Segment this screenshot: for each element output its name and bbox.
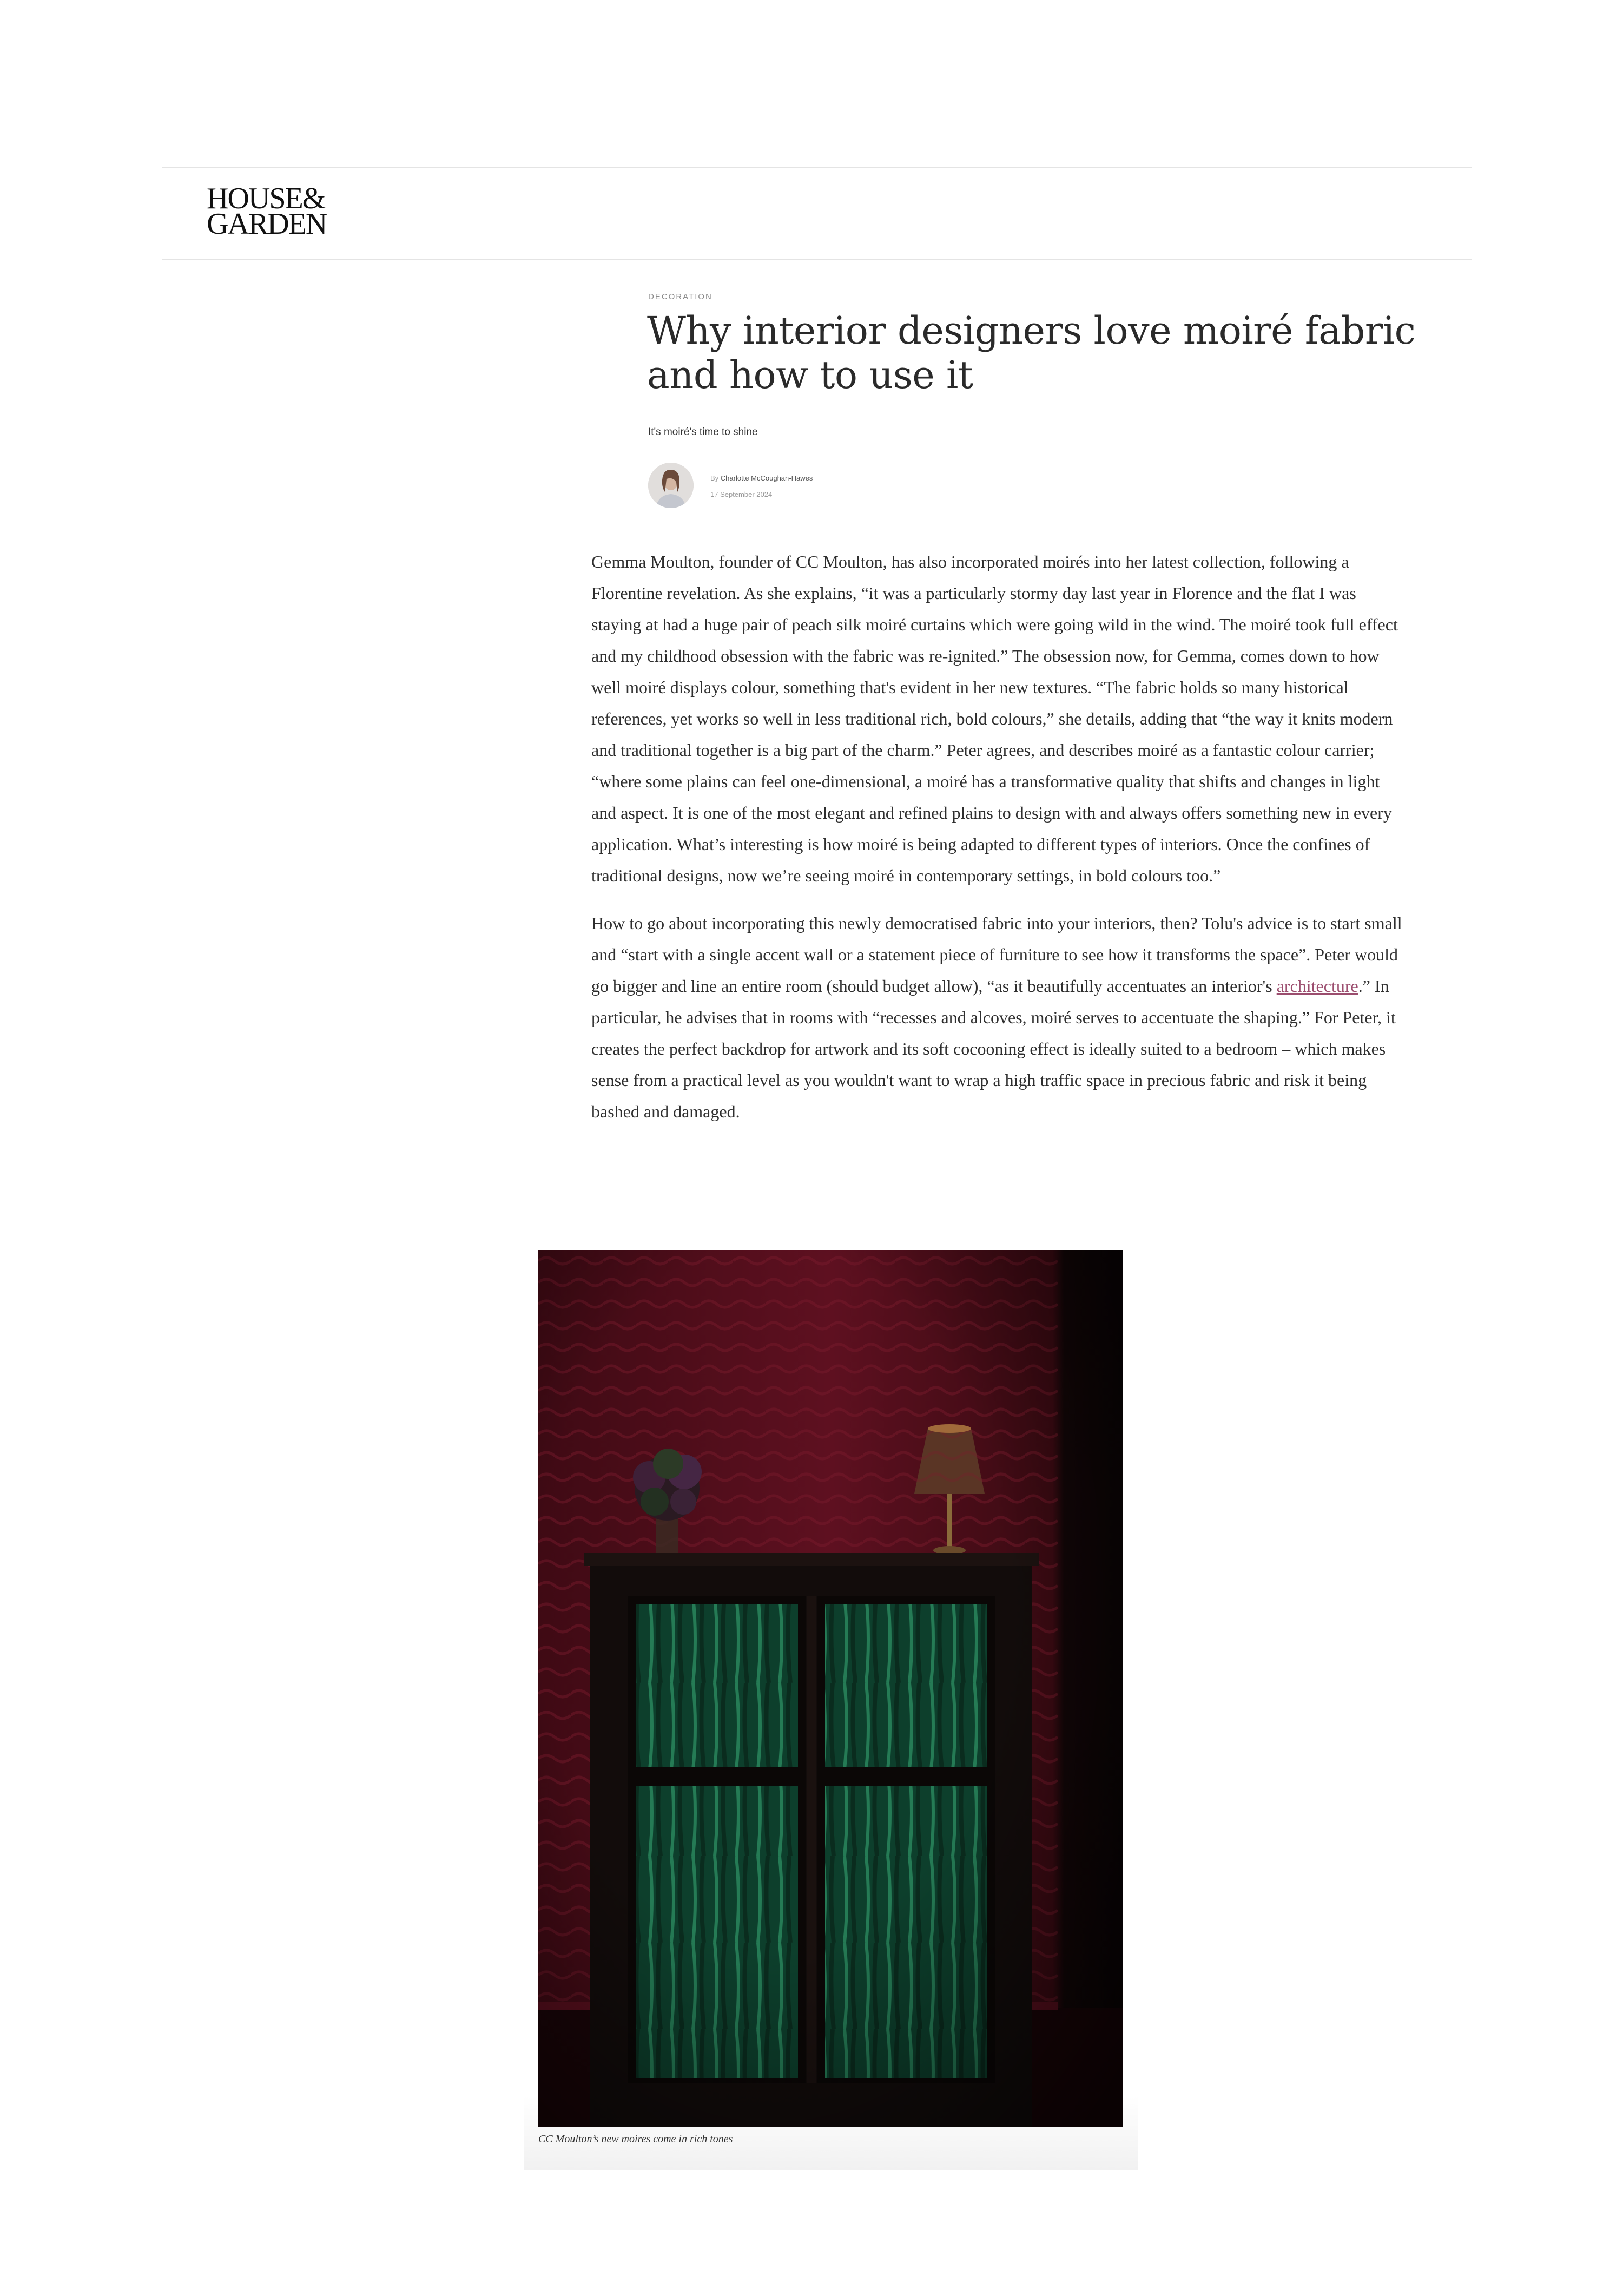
paragraph-1: Gemma Moulton, founder of CC Moulton, has also incorporated moirés into her latest collection, following a Florentine revelation. As she explains, “it was a particularly stormy day last year in Florence and the flat I was staying at had a huge pair of peach silk moiré curtains which were going wild in the wind. The moiré took full effect and my childhood obsession with the fabric was re-ignited.” The obsession now, for Gemma, comes down to how well moiré displays colour, something that's evident in her new textures. “The fabric holds so many historical references, yet works so well in less traditional rich, bold colours,” she details, adding that “the way it knits modern and traditional together is a big part of the charm.” Peter agrees, and describes moiré as a fantastic colour carrier; “where some plains can feel one-dimensional, a moiré has a transformative quality that shifts and changes in light and aspect. It is one of the most elegant and refined plains to design with and always offers something new in every application. What’s interesting is how moiré is being adapted to different types of interiors. Once the confines of traditional designs, now we’re seeing moiré in contemporary settings, in bold colours too.” xyxy=(591,552,1398,885)
publish-date: 17 September 2024 xyxy=(710,490,773,498)
logo-line-2: GARDEN xyxy=(207,207,327,241)
house-and-garden-logo[interactable] xyxy=(207,182,327,241)
article-photo xyxy=(538,1250,1123,2127)
author-avatar[interactable] xyxy=(648,463,694,508)
paragraph-2 xyxy=(591,907,1403,1127)
author-link[interactable]: Charlotte McCoughan-Hawes xyxy=(720,474,813,482)
architecture-link[interactable]: architecture xyxy=(1276,976,1358,996)
category-link[interactable]: DECORATION xyxy=(648,292,712,301)
paragraph-2-text-b: .” In particular, he advises that in rooms with “recesses and alcoves, moiré serves to accentuate the shaping.” For Peter, it creates the perfect backdrop for artwork and its soft cocooning effect is ideally suited to a bedroom – which makes sense from a practical level as you wouldn't want to wrap a high traffic space in precious fabric and risk it being bashed and damaged. xyxy=(591,976,1396,1121)
article-body xyxy=(591,546,1403,1143)
article-dek: It's moiré's time to shine xyxy=(648,426,758,438)
header-top-divider xyxy=(162,167,1472,168)
logo-line-1: HOUSE& xyxy=(207,182,325,215)
byline xyxy=(710,474,813,482)
paragraph-2-text-a: How to go about incorporating this newly democratised fabric into your interiors, then? Tolu's advice is to start small and “start with a single accent wall or a statement piece of furniture to see how it transforms the space”. Peter would go bigger and line an entire room (should budget allow), “as it beautifully accentuates an interior's xyxy=(591,913,1402,996)
article-title: Why interior designers love moiré fabric and how to use it xyxy=(647,308,1416,397)
figure-caption: CC Moulton’s new moires come in rich tones xyxy=(538,2133,733,2145)
author-portrait-icon xyxy=(648,463,694,508)
byline-prefix: By xyxy=(710,474,719,482)
header-bottom-divider xyxy=(162,259,1472,260)
